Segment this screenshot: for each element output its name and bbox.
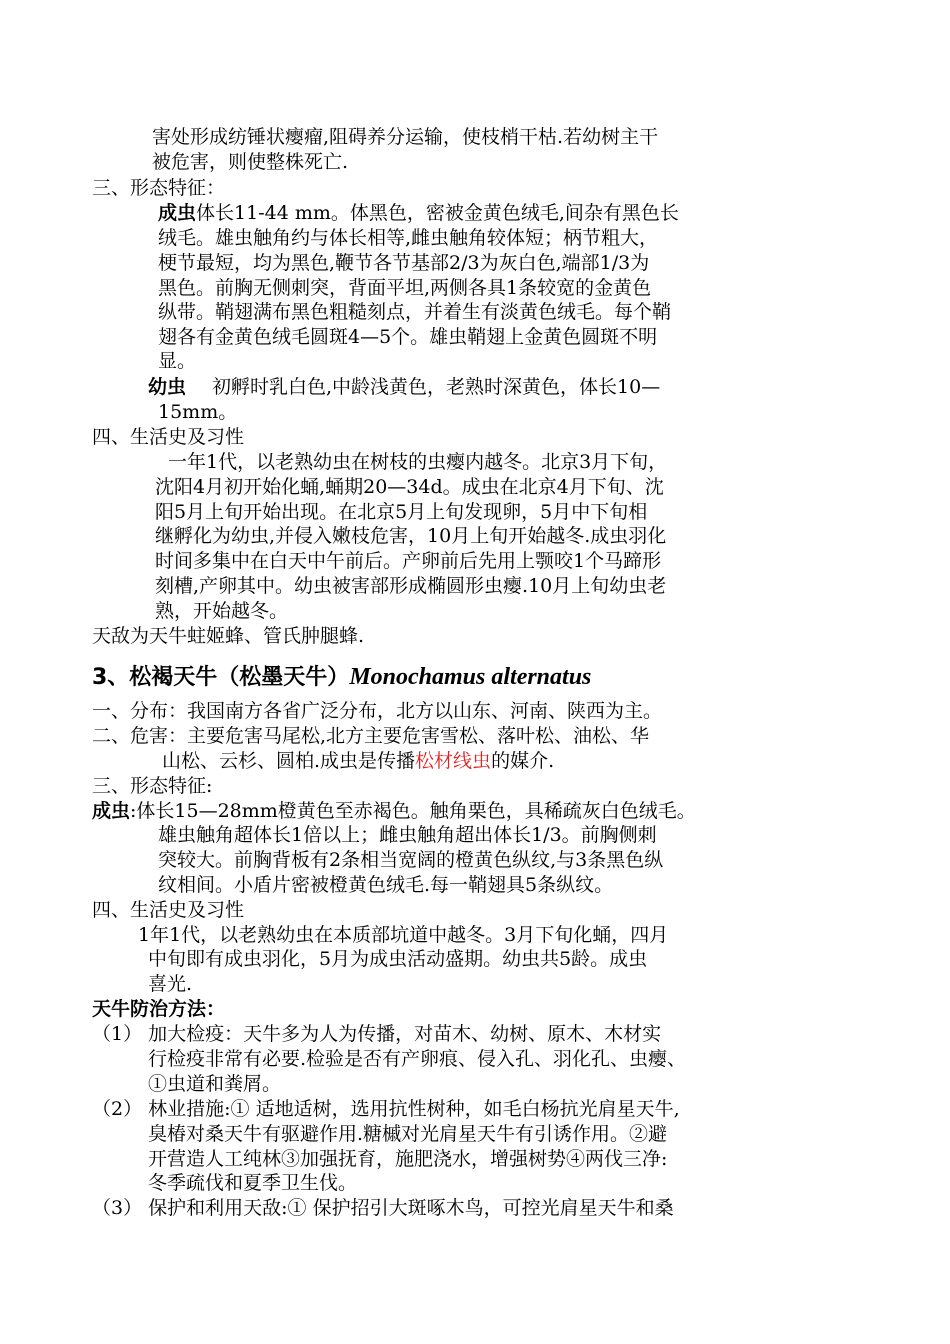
larva-label: 幼虫 <box>148 376 187 398</box>
section-title <box>92 660 591 691</box>
adult-paragraph-line: 纵带。鞘翅满布黑色粗糙刻点，并着生有淡黄色绒毛。每个鞘 <box>158 301 672 323</box>
section-heading-morphology: 三、形态特征: <box>92 775 213 797</box>
larva-paragraph-line <box>148 375 660 399</box>
adult-paragraph-line: 纹相间。小盾片密被橙黄色绒毛.每一鞘翅具5条纵纹。 <box>158 874 614 896</box>
control-item-2: 冬季疏伐和夏季卫生伐。 <box>148 1172 358 1194</box>
section-title-latin: Monochamus alternatus <box>349 664 592 690</box>
adult-label: 成虫 <box>158 202 197 224</box>
section-heading-life-history: 四、生活史及习性 <box>92 426 245 448</box>
life-history-line: 喜光. <box>148 973 193 995</box>
adult-paragraph-line: 翅各有金黄色绒毛圆斑4—5个。雄虫鞘翅上金黄色圆斑不明 <box>158 326 658 348</box>
adult-text: 体长11-44 mm。体黑色，密被金黄色绒毛,间杂有黑色长 <box>196 202 679 224</box>
larva-paragraph-line: 15mm。 <box>158 401 238 423</box>
control-item-2: 臭椿对桑天牛有驱避作用.糖槭对光肩星天牛有引诱作用。②避 <box>148 1123 668 1145</box>
harm-line <box>162 749 554 773</box>
control-item-1: （1） 加大检疫：天牛多为人为传播，对苗木、幼树、原木、木材实 <box>92 1023 662 1045</box>
control-item-2: 开营造人工纯林③加强抚育，施肥浇水，增强树势④两伐三净: <box>148 1148 668 1170</box>
life-history-line: 沈阳4月初开始化蛹,蛹期20—34d。成虫在北京4月下旬、沈 <box>155 476 664 498</box>
harm-line: 被危害，则使整株死亡. <box>152 151 349 173</box>
control-item-2: （2） 林业措施:① 适地适树，选用抗性树种，如毛白杨抗光肩星天牛, <box>92 1098 680 1120</box>
life-history-line: 刻槽,产卵其中。幼虫被害部形成椭圆形虫瘿.10月上旬幼虫老 <box>155 575 667 597</box>
adult-paragraph-line: 突较大。前胸背板有2条相当宽阔的橙黄色纵纹,与3条黑色纵 <box>158 849 664 871</box>
section-heading-life-history: 四、生活史及习性 <box>92 899 245 921</box>
adult-paragraph-line: 雄虫触角超体长1倍以上；雌虫触角超出体长1/3。前胸侧刺 <box>158 824 657 846</box>
adult-paragraph-line: 梗节最短，均为黑色,鞭节各节基部2/3为灰白色,端部1/3为 <box>158 252 650 274</box>
adult-paragraph-line <box>158 201 679 225</box>
harm-line: 二、危害：主要危害马尾松,北方主要危害雪松、落叶松、油松、华 <box>92 725 650 747</box>
adult-label: 成虫 <box>92 800 131 822</box>
harm-line: 害处形成纺锤状瘿瘤,阻碍养分运输，使枝梢干枯.若幼树主干 <box>152 126 659 148</box>
adult-paragraph-line: 显。 <box>158 350 197 372</box>
larva-text: 初孵时乳白色,中龄浅黄色，老熟时深黄色，体长10— <box>212 376 661 398</box>
life-history-line: 1年1代，以老熟幼虫在本质部坑道中越冬。3月下旬化蛹，四月 <box>138 924 669 946</box>
control-item-3: （3） 保护和利用天敌:① 保护招引大斑啄木鸟，可控光肩星天牛和桑 <box>92 1197 674 1219</box>
distribution-line: 一、分布：我国南方各省广泛分布，北方以山东、河南、陕西为主。 <box>92 700 663 722</box>
section-title-chinese: 3、松褐天牛（松墨天牛） <box>92 665 350 690</box>
natural-enemies-line: 天敌为天牛蛀姬蜂、管氏肿腿蜂. <box>92 625 365 647</box>
section-heading-morphology: 三、形态特征： <box>92 177 226 199</box>
life-history-line: 熟，开始越冬。 <box>155 600 289 622</box>
control-item-1: 行检疫非常有必要.检验是否有产卵痕、侵入孔、羽化孔、虫瘿、 <box>148 1048 687 1070</box>
harm-text: 山松、云杉、圆柏.成虫是传播 <box>162 750 416 772</box>
adult-paragraph-line <box>92 799 696 823</box>
adult-text: :体长15—28mm橙黄色至赤褐色。触角栗色，具稀疏灰白色绒毛。 <box>130 800 696 822</box>
life-history-line: 中旬即有成虫羽化，5月为成虫活动盛期。幼虫共5龄。成虫 <box>148 948 648 970</box>
life-history-line: 阳5月上旬开始出现。在北京5月上旬发现卵，5月中下旬相 <box>155 501 648 523</box>
harm-text: 的媒介. <box>491 750 555 772</box>
life-history-line: 继孵化为幼虫,并侵入嫩枝危害，10月上旬开始越冬.成虫羽化 <box>155 525 667 547</box>
pine-wood-nematode-highlight: 松材线虫 <box>415 750 492 772</box>
life-history-line: 一年1代，以老熟幼虫在树枝的虫瘿内越冬。北京3月下旬， <box>168 451 668 473</box>
control-methods-heading: 天牛防治方法： <box>92 998 226 1020</box>
life-history-line: 时间多集中在白天中午前后。产卵前后先用上颚咬1个马蹄形 <box>155 550 662 572</box>
adult-paragraph-line: 黑色。前胸无侧刺突，背面平坦,两侧各具1条较宽的金黄色 <box>158 277 652 299</box>
control-item-1: ①虫道和粪屑。 <box>148 1073 282 1095</box>
adult-paragraph-line: 绒毛。雄虫触角约与体长相等,雌虫触角较体短；柄节粗大， <box>158 227 659 249</box>
